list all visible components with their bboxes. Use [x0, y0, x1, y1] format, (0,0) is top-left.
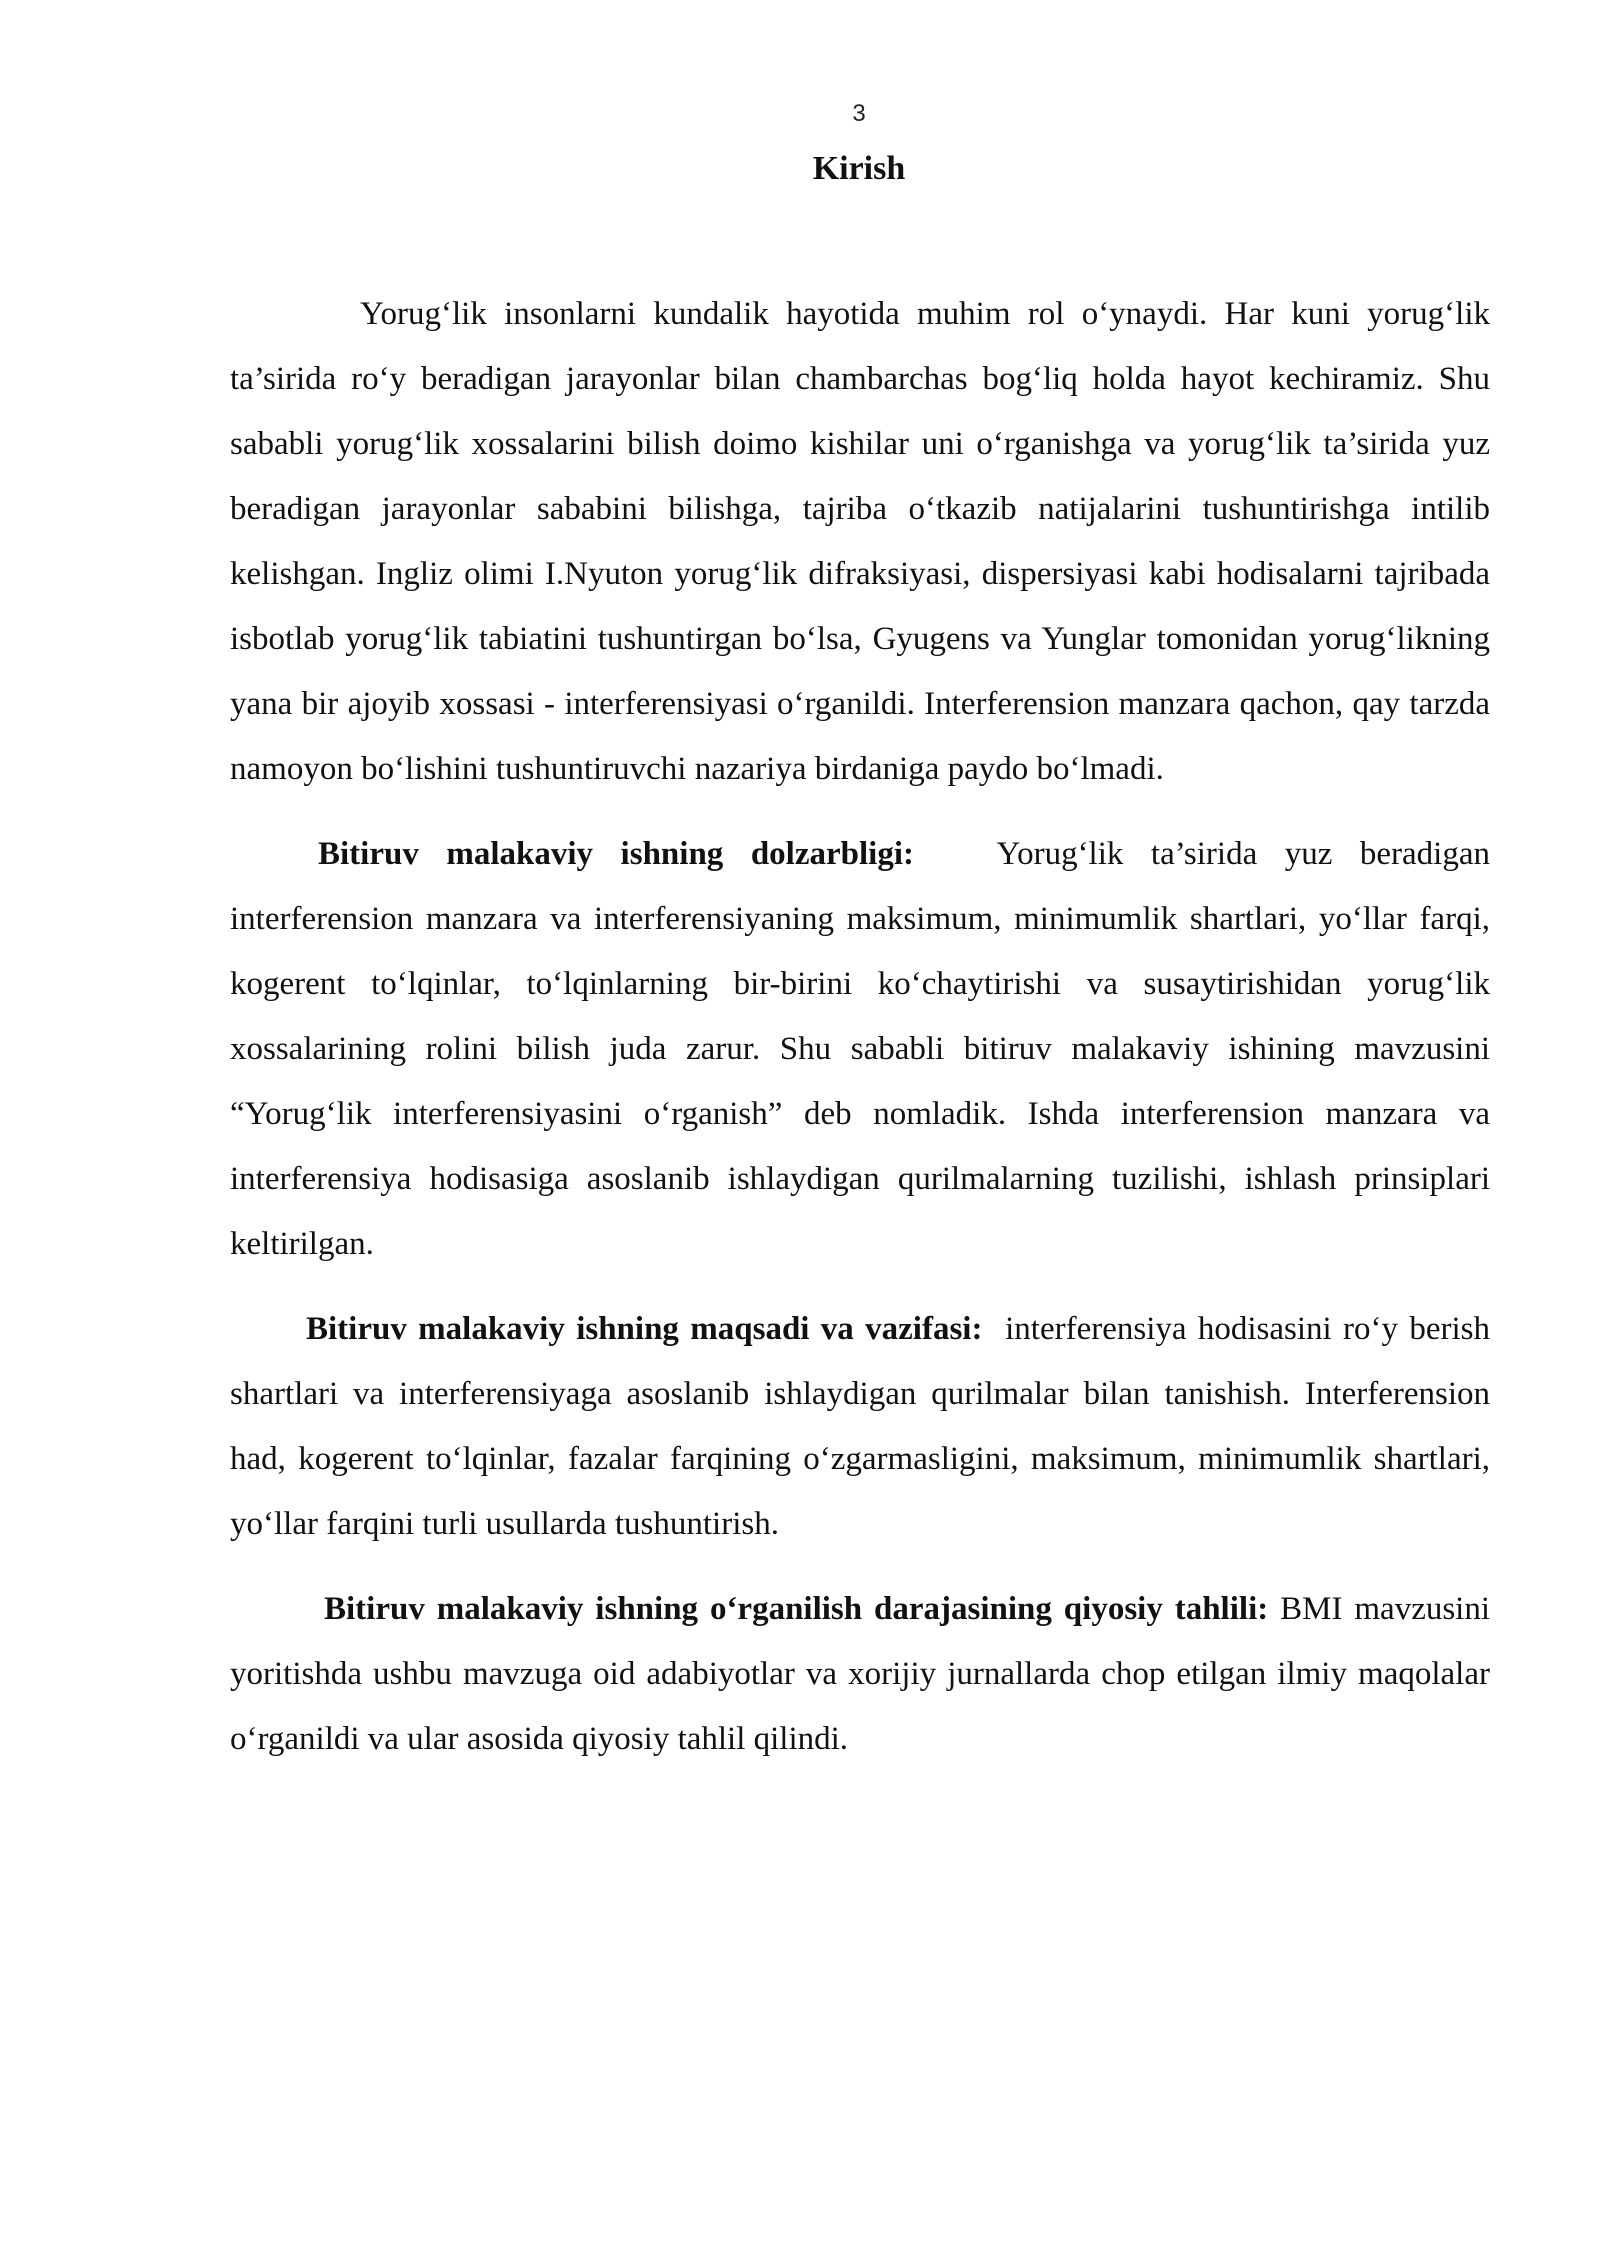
- page-title: Kirish: [812, 150, 906, 187]
- analysis-heading: Bitiruv malakaviy ishning o‘rganilish darajasining qiyosiy tahlili:: [324, 1591, 1269, 1627]
- goal-heading: Bitiruv malakaviy ishning maqsadi va vazifasi:: [306, 1311, 983, 1347]
- paragraph-goal: [230, 1297, 1490, 1557]
- body-text: [230, 282, 1490, 1772]
- relevance-heading: Bitiruv malakaviy ishning dolzarbligi:: [318, 836, 914, 872]
- goal-text: interferensiya hodisasini ro‘y berish shartlari va interferensiyaga asoslanib ishlaydigan qurilmalar bilan tanishish. Interferension had, kogerent to‘lqinlar, fazalar farqining o‘zgarmasligini, maksimum, minimumlik shartlari, yo‘llar farqini turli usullarda tushuntirish.: [230, 1311, 1490, 1542]
- analysis-text: BMI mavzusini yoritishda ushbu mavzuga oid adabiyotlar va xorijiy jurnallarda chop etilgan ilmiy maqolalar o‘rganildi va ular asosida qiyosiy tahlil qilindi.: [230, 1591, 1491, 1757]
- page-number: 3: [852, 100, 866, 127]
- relevance-text: Yorug‘lik ta’sirida yuz beradigan interferension manzara va interferensiyaning maksimum, minimumlik shartlari, yo‘llar farqi, kogerent to‘lqinlar, to‘lqinlarning bir-birini ko‘chaytirishi va susaytirishidan yorug‘lik xossalarining rolini bilish juda zarur. Shu sababli bitiruv malakaviy ishining mavzusini “Yorug‘lik interferensiyasini o‘rganish” deb nomladik. Ishda interferension manzara va interferensiya hodisasiga asoslanib ishlaydigan qurilmalarning tuzilishi, ishlash prinsiplari keltirilgan.: [230, 836, 1490, 1262]
- paragraph-intro: Yorug‘lik insonlarni kundalik hayotida muhim rol o‘ynaydi. Har kuni yorug‘lik ta’sirida ro‘y beradigan jarayonlar bilan chambarchas bog‘liq holda hayot kechiramiz. Shu sababli yorug‘lik xossalarini bilish doimo kishilar uni o‘rganishga va yorug‘lik ta’sirida yuz beradigan jarayonlar sababini bilishga, tajriba o‘tkazib natijalarini tushuntirishga intilib kelishgan. Ingliz olimi I.Nyuton yorug‘lik difraksiyasi, dispersiyasi kabi hodisalarni tajribada isbotlab yorug‘lik tabiatini tushuntirgan bo‘lsa, Gyugens va Yunglar tomonidan yorug‘likning yana bir ajoyib xossasi - interferensiyasi o‘rganildi. Interferension manzara qachon, qay tarzda namoyon bo‘lishini tushuntiruvchi nazariya birdaniga paydo bo‘lmadi.: [230, 296, 1490, 787]
- paragraph-analysis: [230, 1577, 1490, 1772]
- paragraph-relevance: [230, 822, 1490, 1277]
